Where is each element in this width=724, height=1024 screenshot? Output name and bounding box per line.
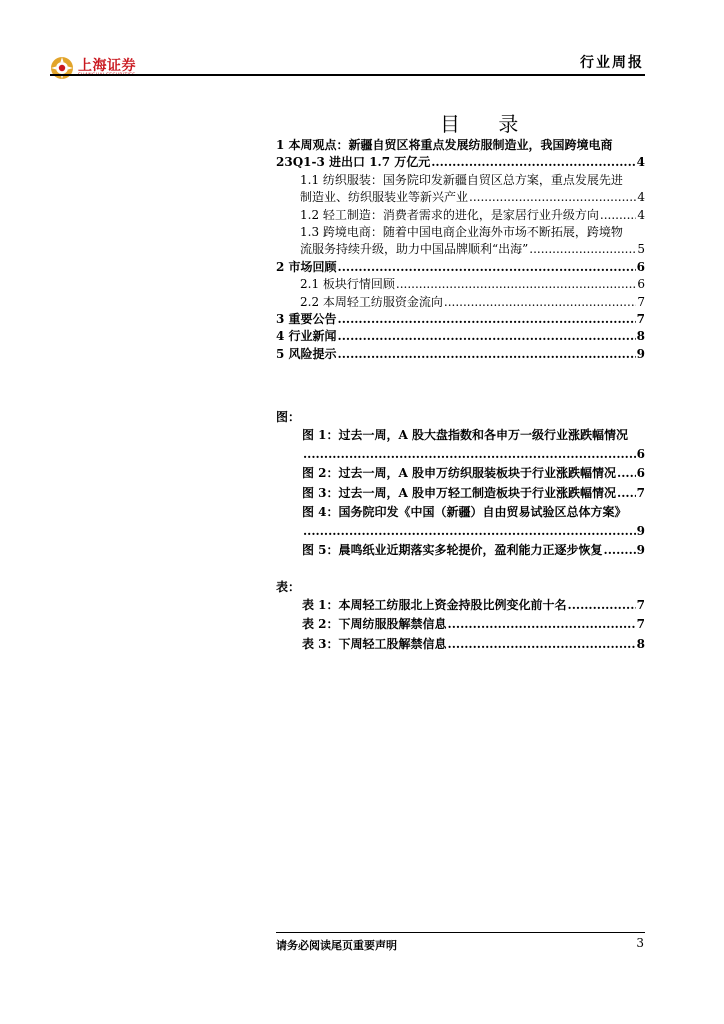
figure-entry[interactable]	[302, 485, 645, 502]
toc-entry-text: 1.2 轻工制造：消费者需求的进化，是家居行业升级方向	[300, 207, 599, 222]
logo-name: 上海证券	[78, 58, 136, 74]
logo-english-name: SHANGHAI SECURITIES	[78, 73, 136, 78]
toc-entry-text: 制造业、纺织服装业等新兴产业	[300, 190, 469, 205]
figures-label: 图：	[276, 410, 301, 424]
logo-emblem-icon	[50, 56, 74, 80]
figure-entry-page: 6	[636, 447, 645, 462]
toc-entry-text: 1.3 跨境电商：随着中国电商企业海外市场不断拓展，跨境物	[300, 225, 623, 239]
toc-entry-page: 4	[636, 155, 645, 170]
figure-entry-page: 9	[636, 543, 645, 558]
leader-dots	[604, 542, 636, 559]
table-entry-text: 表 2：下周纺服股解禁信息	[302, 617, 447, 632]
leader-dots	[568, 597, 636, 614]
figure-entry[interactable]	[302, 504, 645, 521]
toc-entry-page: 7	[637, 294, 645, 309]
figure-entry-text: 图 1：过去一周，A 股大盘指数和各申万一级行业涨跌幅情况	[302, 428, 629, 442]
toc-entry-text: 2.1 板块行情回顾	[300, 277, 395, 292]
leader-dots	[600, 207, 636, 224]
figure-entry-page: 9	[636, 524, 645, 538]
toc-entry[interactable]	[276, 311, 645, 328]
toc-entry-page: 6	[636, 259, 645, 274]
table-entry-page: 7	[636, 598, 645, 612]
figure-entry-text: 图 2：过去一周，A 股申万纺织服装板块于行业涨跌幅情况	[302, 466, 617, 481]
leader-dots	[448, 636, 636, 653]
figure-entry-text: 图 4：国务院印发《中国（新疆）自由贸易试验区总体方案》	[302, 504, 627, 519]
toc-entry-text: 流服务持续升级，助力中国品牌顺利“出海”	[300, 242, 529, 257]
header-divider	[50, 74, 645, 76]
toc-entry-page: 4	[637, 190, 645, 205]
leader-dots	[338, 259, 636, 276]
toc-entry[interactable]	[300, 276, 645, 293]
toc-entry-page: 9	[636, 346, 645, 361]
toc-entry[interactable]	[300, 172, 645, 189]
table-entry-page: 7	[636, 617, 645, 632]
toc-entry-page: 7	[636, 312, 645, 326]
toc-entry[interactable]	[300, 207, 645, 224]
leader-dots	[444, 294, 636, 311]
leader-dots	[303, 446, 636, 463]
toc-entry[interactable]	[300, 189, 645, 206]
page-number: 3	[636, 936, 644, 950]
toc-entry[interactable]	[300, 294, 645, 311]
leader-dots	[338, 328, 636, 345]
toc-entry[interactable]	[300, 224, 645, 241]
toc-entry-text: 2.2 本周轻工纺服资金流向	[300, 294, 443, 309]
tables-label: 表：	[276, 580, 301, 594]
leader-dots	[617, 485, 636, 502]
table-entry[interactable]	[302, 597, 645, 614]
toc-entry-text: 1.1 纺织服装：国务院印发新疆自贸区总方案，重点发展先进	[300, 172, 623, 187]
table-entry-text: 表 3：下周轻工股解禁信息	[302, 636, 447, 651]
leader-dots	[303, 523, 636, 540]
leader-dots	[396, 276, 636, 293]
leader-dots	[529, 241, 636, 258]
toc-entry-page: 6	[637, 277, 645, 292]
toc-entry-page: 4	[637, 207, 645, 222]
toc-entry-text: 3 重要公告	[276, 312, 337, 326]
table-entry[interactable]	[302, 616, 645, 633]
leader-dots	[469, 189, 636, 206]
figure-entry[interactable]	[302, 446, 645, 463]
toc-entry[interactable]	[300, 241, 645, 258]
toc-entry[interactable]	[276, 154, 645, 171]
leader-dots	[448, 616, 636, 633]
leader-dots	[617, 465, 636, 482]
figure-entry[interactable]	[302, 523, 645, 540]
table-entry[interactable]	[302, 636, 645, 653]
toc-entry-text: 1 本周观点：新疆自贸区将重点发展纺服制造业，我国跨境电商	[276, 138, 613, 152]
toc-entry[interactable]	[276, 328, 645, 345]
toc-entry-text: 5 风险提示	[276, 346, 337, 361]
disclaimer-note: 请务必阅读尾页重要声明	[276, 939, 397, 952]
figure-entry-text: 图 3：过去一周，A 股申万轻工制造板块于行业涨跌幅情况	[302, 485, 617, 500]
toc-entry-text: 4 行业新闻	[276, 329, 337, 344]
toc-entry-text: 23Q1-3 进出口 1.7 万亿元	[276, 155, 431, 170]
leader-dots	[431, 154, 635, 171]
figure-entry-page: 6	[636, 466, 645, 481]
logo	[50, 54, 160, 82]
table-entry-page: 8	[636, 636, 645, 651]
toc-entry[interactable]	[276, 259, 645, 276]
leader-dots	[338, 311, 636, 328]
toc-title: 目 录	[440, 112, 535, 136]
toc-entry-page: 5	[637, 242, 645, 257]
toc-entry-text: 2 市场回顾	[276, 259, 337, 274]
toc-entry[interactable]	[276, 346, 645, 363]
leader-dots	[338, 346, 636, 363]
report-type: 行业周报	[580, 55, 644, 71]
toc-entry-page: 8	[636, 329, 645, 344]
figure-entry[interactable]	[302, 542, 645, 559]
toc-entry[interactable]	[276, 137, 645, 154]
figure-entry[interactable]	[302, 427, 645, 444]
figure-entry[interactable]	[302, 465, 645, 482]
figure-entry-page: 7	[636, 485, 645, 500]
figure-entry-text: 图 5：晨鸣纸业近期落实多轮提价，盈利能力正逐步恢复	[302, 543, 603, 558]
table-entry-text: 表 1：本周轻工纺服北上资金持股比例变化前十名	[302, 598, 567, 612]
footer-divider	[276, 932, 645, 933]
